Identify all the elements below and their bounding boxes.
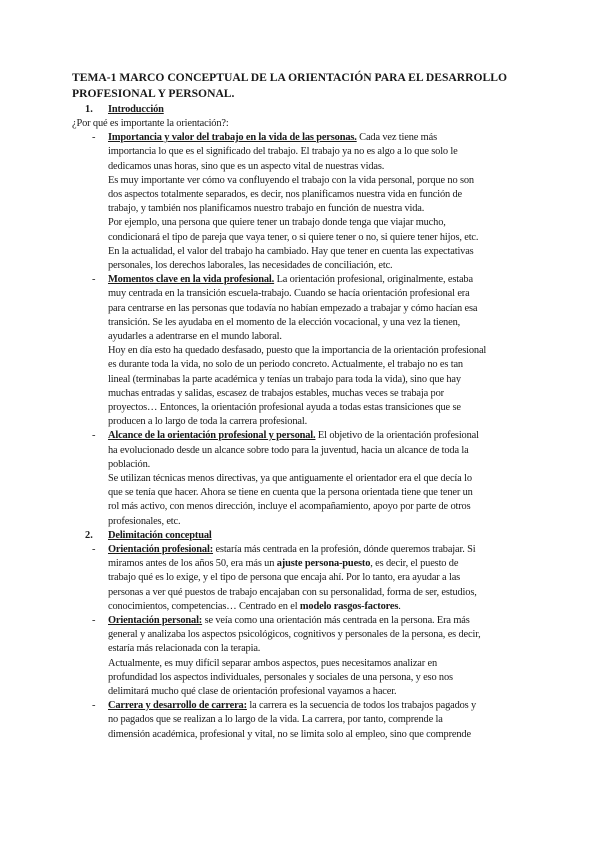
line-text: conocimientos, competencias… Centrado en el: [108, 601, 300, 612]
line-text: personas a ver qué puestos de trabajo encajaban con su personalidad, forma de ser, estudios,: [108, 587, 477, 598]
text-line: [108, 614, 470, 627]
bold-heading: Alcance de la orientación profesional y personal.: [108, 430, 316, 441]
line-text: trabajo, y también nos planificamos nuestro trabajo en función de nuestra vida.: [108, 203, 425, 214]
line-text: profesionales, etc.: [108, 516, 181, 527]
line-text: miramos antes de los años 50, era más un: [108, 558, 277, 569]
text-line: [108, 216, 446, 229]
text-line: [108, 685, 396, 698]
text-line: [108, 543, 475, 556]
text-line: [108, 344, 486, 357]
line-text: población.: [108, 459, 151, 470]
section-number: 2.: [85, 530, 93, 541]
line-text: dos aspectos totalmente separados, es decir, nos planificamos nuestra vida en función de: [108, 189, 462, 200]
bullet-dash: -: [92, 132, 96, 143]
text-line: [72, 117, 229, 130]
bold-heading: Momentos clave en la vida profesional.: [108, 274, 275, 285]
text-line: [108, 174, 474, 187]
line-text: Se utilizan técnicas menos directivas, ya que antiguamente el orientador era el que decía lo: [108, 473, 472, 484]
line-text: En la actualidad, el valor del trabajo ha cambiado. Hay que tener en cuenta las expectativas: [108, 246, 474, 257]
text-line: [108, 458, 150, 471]
line-text: trabajo qué es lo exige, y el tipo de persona que encaja ahí. Por lo tanto, era ayudar a las: [108, 572, 461, 583]
text-line: [108, 429, 479, 442]
text-line: [108, 330, 282, 343]
bullet-dash: -: [92, 615, 96, 626]
text-line: [108, 245, 474, 258]
line-text-rest: La orientación profesional, originalmente, estaba: [274, 274, 473, 285]
bold-heading: Introducción: [108, 104, 164, 115]
line-text: que se tenía que hacer. Ahora se tiene en cuenta que la persona orientada tiene que tener un: [108, 487, 473, 498]
line-text: no pagados que se realizan a lo largo de la vida. La carrera, por tanto, comprende la: [108, 714, 443, 725]
bold-term: ajuste persona-puesto: [276, 558, 371, 569]
line-text: delimitará mucho qué clase de orientación profesional vayamos a hacer.: [108, 686, 397, 697]
line-text-rest: estaría más centrada en la profesión, dónde queremos trabajar. Si: [213, 544, 476, 555]
text-line: [108, 202, 424, 215]
text-line: [108, 316, 460, 329]
line-text-rest: , es decir, el puesto de: [370, 558, 459, 569]
text-line: [108, 671, 453, 684]
text-line: [108, 600, 401, 613]
line-text: transición. Se les ayudaba en el momento de la elección vocacional, y una vez la tienen,: [108, 317, 461, 328]
text-line: [108, 103, 164, 116]
bold-heading: Orientación personal:: [108, 615, 203, 626]
line-text: muchas entradas y salidas, escasez de trabajos estables, muchas veces se trabaja por: [108, 388, 444, 399]
line-text-rest: .: [398, 601, 401, 612]
line-text: rol más activo, con menos dirección, incluye el acompañamiento, apoyo por parte de otros: [108, 501, 471, 512]
text-line: [108, 515, 180, 528]
bold-heading: Importancia y valor del trabajo en la vida de las personas.: [108, 132, 357, 143]
bullet-dash: -: [92, 430, 96, 441]
line-text-rest: El objetivo de la orientación profesional: [315, 430, 479, 441]
text-line: [108, 160, 384, 173]
text-line: [108, 657, 437, 670]
text-line: [108, 472, 472, 485]
text-line: [108, 699, 476, 712]
line-text: muy centrada en la transición escuela-trabajo. Cuando se hacía orientación profesional era: [108, 288, 470, 299]
line-text-rest: se veía como una orientación más centrada en la persona. Era más: [202, 615, 470, 626]
bullet-dash: -: [92, 274, 96, 285]
line-text: profundidad los aspectos individuales, personales y sociales de una persona, y eso nos: [108, 672, 453, 683]
line-text: lineal (terminabas la parte académica y tenías un trabajo para toda la vida), sino que hay: [108, 374, 461, 385]
line-text: es durante toda la vida, no solo de un periodo concreto. Actualmente, el trabajo no es tan: [108, 359, 463, 370]
text-line: [108, 444, 469, 457]
text-line: [108, 131, 437, 144]
line-text: producen a lo largo de toda la carrera profesional.: [108, 416, 308, 427]
text-line: [108, 728, 471, 741]
bullet-dash: -: [92, 544, 96, 555]
text-line: [108, 571, 460, 584]
text-line: [108, 373, 461, 386]
text-line: [108, 557, 458, 570]
text-line: [108, 529, 212, 542]
line-text: dimensión académica, profesional y vital, no se limita solo al empleo, sino que comprende: [108, 729, 471, 740]
line-text-rest: Cada vez tiene más: [356, 132, 437, 143]
bold-term: modelo rasgos-factores: [299, 601, 399, 612]
section-number: 1.: [85, 104, 93, 115]
text-line: [108, 486, 473, 499]
text-line: [108, 586, 477, 599]
text-line: [108, 287, 470, 300]
text-line: [108, 415, 307, 428]
line-text: ha evolucionado desde un alcance sobre todo para la juventud, hacia un alcance de toda la: [108, 445, 469, 456]
line-text: para centrarse en las personas que todavía no habían empezado a trabajar y cómo hacían esa: [108, 303, 478, 314]
line-text-rest: la carrera es la secuencia de todos los trabajos pagados y: [246, 700, 477, 711]
text-line: [108, 302, 477, 315]
text-line: [108, 188, 462, 201]
line-text: personales, los derechos laborales, las necesidades de conciliación, etc.: [108, 260, 393, 271]
line-text: ayudarles a adentrarse en el mundo laboral.: [108, 331, 282, 342]
line-text: proyectos… Entonces, la orientación profesional ayuda a todas estas transiciones que se: [108, 402, 461, 413]
text-line: [108, 145, 458, 158]
text-line: [108, 642, 260, 655]
document-title: TEMA-1 MARCO CONCEPTUAL DE LA ORIENTACIÓN PARA EL DESARROLLO PROFESIONAL Y PERSONAL.: [72, 71, 508, 100]
bold-heading: Orientación profesional:: [108, 544, 214, 555]
line-text: condicionará el tipo de pareja que vaya tener, o si quiere tener o no, si quiere tener hijos, etc.: [108, 232, 479, 243]
line-text: dedicamos unas horas, sino que es un aspecto vital de nuestras vidas.: [108, 161, 385, 172]
text-line: [108, 387, 444, 400]
text-line: [108, 713, 443, 726]
line-text: Por ejemplo, una persona que quiere tener un trabajo donde tenga que viajar mucho,: [108, 217, 446, 228]
bullet-dash: -: [92, 700, 96, 711]
bold-heading: Carrera y desarrollo de carrera:: [108, 700, 247, 711]
line-text: estaría más relacionada con la terapia.: [108, 643, 261, 654]
text-line: [108, 500, 470, 513]
text-line: [108, 259, 393, 272]
text-line: [108, 358, 463, 371]
text-line: [108, 401, 461, 414]
text-line: [108, 628, 481, 641]
line-text: importancia lo que es el significado del trabajo. El trabajo ya no es algo a lo que solo le: [108, 146, 458, 157]
line-text: Hoy en día esto ha quedado desfasado, puesto que la importancia de la orientación profesional: [108, 345, 487, 356]
line-text: general y analizaba los aspectos psicológicos, cognitivos y personales de la persona, es decir,: [108, 629, 481, 640]
line-text: ¿Por qué es importante la orientación?:: [72, 118, 229, 129]
text-line: [108, 231, 478, 244]
bold-heading: Delimitación conceptual: [108, 530, 212, 541]
line-text: Es muy importante ver cómo va confluyendo el trabajo con la vida personal, porque no son: [108, 175, 474, 186]
text-line: [108, 273, 473, 286]
line-text: Actualmente, es muy difícil separar ambos aspectos, pues necesitamos analizar en: [108, 658, 438, 669]
